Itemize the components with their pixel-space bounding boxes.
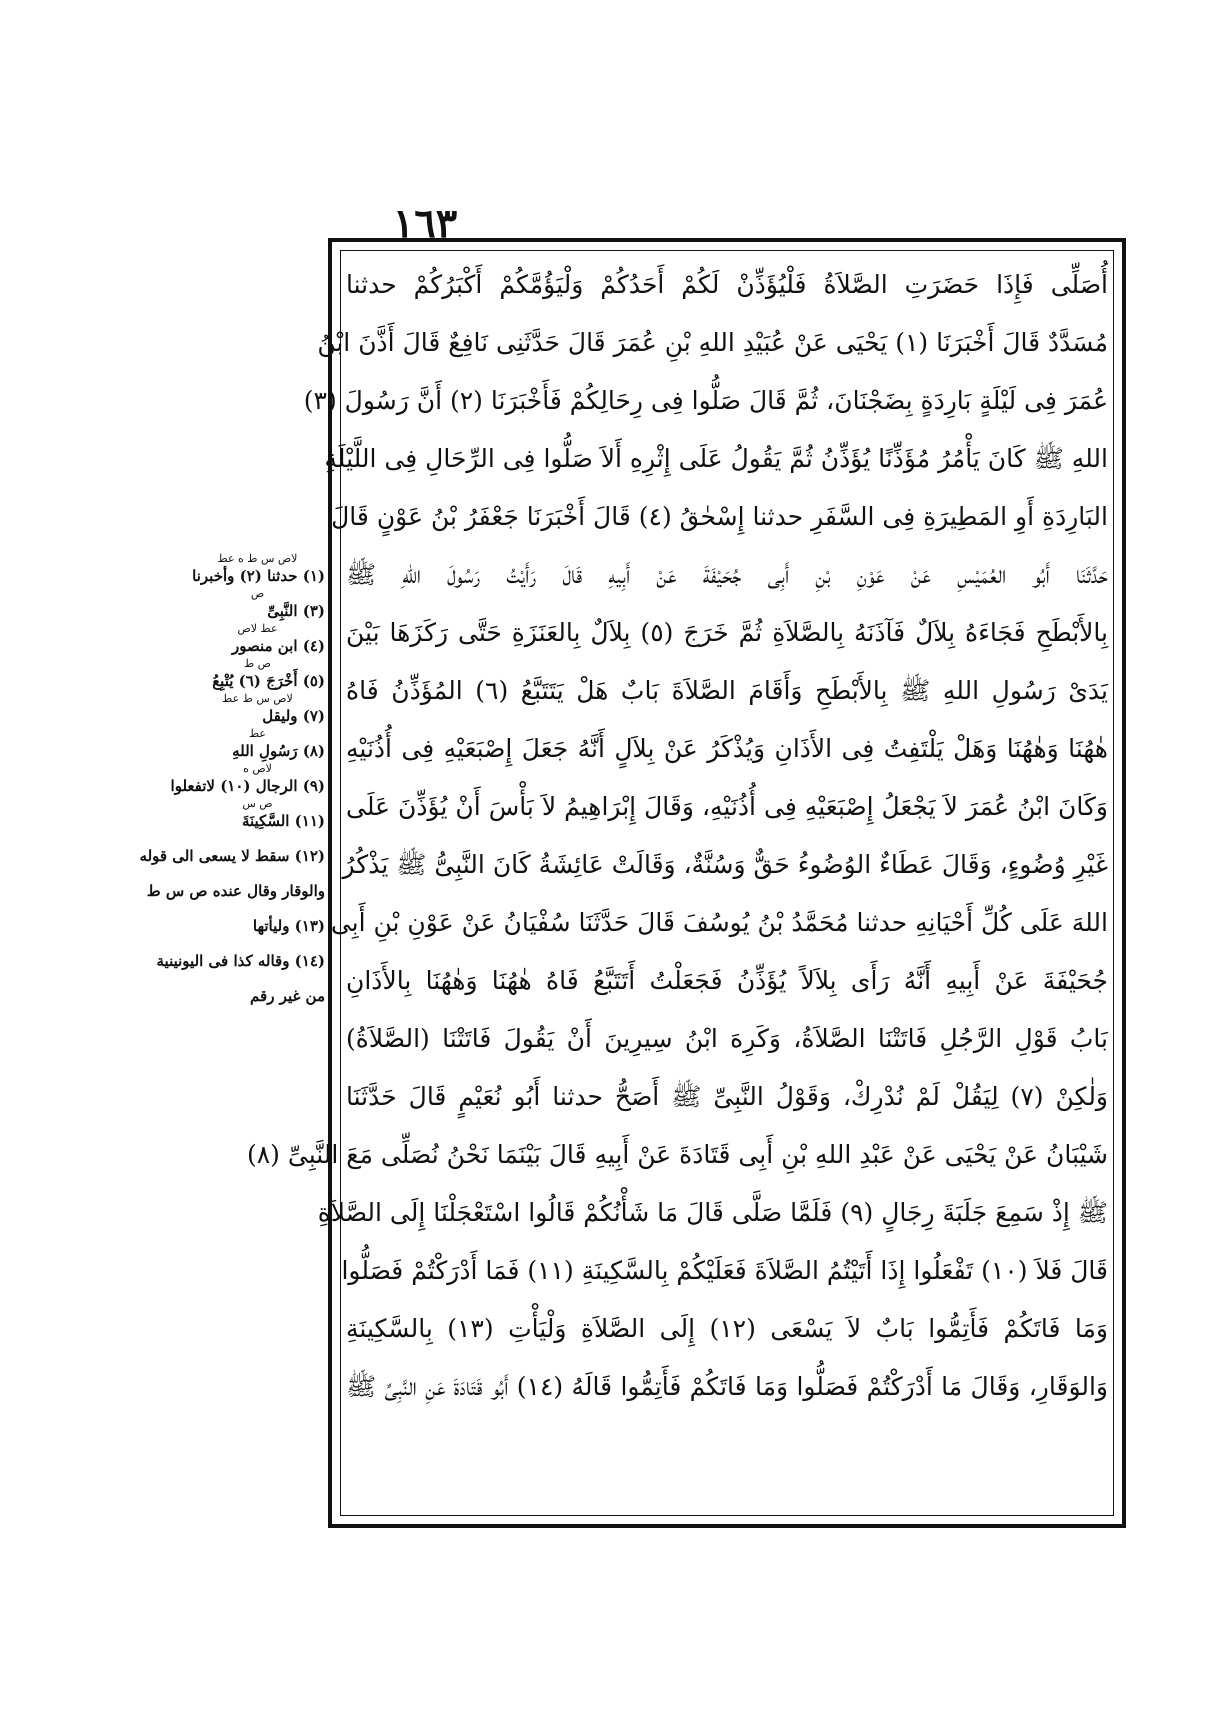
margin-note-text: (٩) الرجال (١٠) لاتفعلوا [170, 777, 325, 795]
page-number: ١٦٣ [392, 200, 458, 247]
margin-note-sigla [150, 937, 325, 950]
margin-note-sigla [150, 902, 325, 915]
margin-note [150, 622, 325, 657]
margin-note-text: من غير رقم [250, 987, 325, 1005]
text-line: يَدَىْ رَسُولِ اللهِ ﷺ بِالأَبْطَحِ وَأَقَامَ الصَّلاَةَ بَابٌ هَلْ يَتَتَبَّعُ (٦) المُؤَذِّنُ فَاهُ [346, 676, 1108, 705]
margin-note [150, 762, 325, 797]
margin-note [150, 657, 325, 692]
text-line: بِالأَبْطَحِ فَجَاءَهُ بِلاَلٌ فَآذَنَهُ بِالصَّلاَةِ ثُمَّ خَرَجَ (٥) بِلاَلٌ بِالعَنَزَةِ حَتَّى رَكَزَهَا بَيْنَ [346, 618, 1108, 647]
text-line: أُصَلِّى فَإِذَا حَضَرَتِ الصَّلاَةُ فَلْيُؤَذِّنْ لَكُمْ أَحَدُكُمْ وَلْيَؤُمَّكُمْ أَكْبَرُكُمْ حدثنا [346, 270, 1108, 299]
margin-note [150, 797, 325, 832]
margin-note-text: (٥) أَخْرَجَ (٦) يُتْبِعُ [212, 672, 325, 690]
margin-note [150, 902, 325, 937]
margin-note-sigla: ص [250, 587, 265, 600]
margin-note-text: والوقار وقال عنده ص س ط [146, 882, 325, 900]
text-line: البَارِدَةِ أَوِ المَطِيرَةِ فِى السَّفَرِ حدثنا إِسْحٰقُ (٤) قَالَ أَخْبَرَنَا جَعْفَرُ بْنُ عَوْنٍ قَالَ [331, 502, 1108, 531]
margin-note-text: (١٤) وقاله كذا فى اليونينية [156, 952, 325, 970]
margin-note [150, 692, 325, 727]
margin-note [146, 867, 325, 902]
margin-note-sigla: لاص س ط عط [222, 692, 293, 705]
margin-note-sigla [150, 972, 325, 985]
margin-note-sigla [150, 867, 325, 880]
margin-note [150, 727, 325, 762]
margin-note-sigla: عط [248, 727, 266, 740]
text-line: وَمَا فَاتَكُمْ فَأَتِمُّوا بَابٌ لاَ يَسْعَى (١٢) إِلَى الصَّلاَةِ وَلْيَأْتِ (١٣) بِالسَّكِينَةِ [346, 1314, 1108, 1343]
text-line: عُمَرَ فِى لَيْلَةٍ بَارِدَةٍ بِضَجْنَانَ، ثُمَّ قَالَ صَلُّوا فِى رِحَالِكُمْ فَأَخْبَرَنَا (٢) أَنَّ رَسُولَ (٣) [303, 386, 1108, 415]
text-line: ﷺ إِذْ سَمِعَ جَلَبَةَ رِجَالٍ (٩) فَلَمَّا صَلَّى قَالَ مَا شَأْنُكُمْ قَالُوا اسْتَعْجَلْنَا إِلَى الصَّلاَةِ [317, 1198, 1108, 1227]
margin-note-text: (١١) السَّكِينَةَ [241, 812, 325, 830]
margin-note-text: (٣) النَّبِىِّ [267, 602, 325, 620]
text-line: مُسَدَّدٌ قَالَ أَخْبَرَنَا (١) يَحْيَى عَنْ عُبَيْدِ اللهِ بْنِ عُمَرَ قَالَ حَدَّثَنِى نَافِعٌ قَالَ أَذَّنَ ابْنُ [317, 328, 1108, 357]
margin-note-sigla: عط لاص [237, 622, 278, 635]
text-line: وَكَانَ ابْنُ عُمَرَ لاَ يَجْعَلُ إِصْبَعَيْهِ فِى أُذُنَيْهِ، وَقَالَ إِبْرَاهِيمُ لاَ بَأْسَ أَنْ يُؤَذِّنَ عَلَى [346, 792, 1108, 821]
text-line: بَابُ قَوْلِ الرَّجُلِ فَاتَتْنَا الصَّلاَةُ، وَكَرِهَ ابْنُ سِيرِينَ أَنْ يَقُولَ فَاتَتْنَا (الصَّلاَةُ) [346, 1024, 1108, 1053]
text-line: اللهَ عَلَى كُلِّ أَحْيَانِهِ حدثنا مُحَمَّدُ بْنُ يُوسُفَ قَالَ حَدَّثَنَا سُفْيَانُ عَنْ عَوْنِ بْنِ أَبِى [330, 908, 1108, 937]
margin-note-text: (٧) وليقل [262, 707, 325, 725]
margin-note [150, 972, 325, 1007]
margin-note-text: (٤) ابن منصور [231, 637, 325, 655]
text-line: حَدَّثَنَا أَبُو العُمَيْسِ عَنْ عَوْنِ بْنِ أَبِى جُحَيْفَةَ عَنْ أَبِيهِ قَالَ رَأَيْتُ رَسُولَ اللهِ ﷺ [346, 560, 1108, 589]
margin-note [150, 552, 325, 587]
margin-note-sigla: لاص س ط ه عط [217, 552, 298, 565]
margin-note [139, 832, 325, 867]
margin-note-sigla: لاص ه [243, 762, 272, 775]
margin-note-sigla: ص ط [244, 657, 271, 670]
text-line: وَلٰكِنْ (٧) لِيَقُلْ لَمْ نُدْرِكْ، وَقَوْلُ النَّبِىِّ ﷺ أَصَحُّ حدثنا أَبُو نُعَيْمٍ قَالَ حَدَّثَنَا [346, 1082, 1109, 1111]
text-line: وَالوَقَارِ، وَقَالَ مَا أَدْرَكْتُمْ فَصَلُّوا وَمَا فَاتَكُمْ فَأَتِمُّوا قَالَهُ (١٤) أَبُو قَتَادَةَ عَنِ النَّبِىِّ ﷺ [346, 1372, 1108, 1401]
margin-note-sigla [150, 832, 325, 845]
margin-note-text: (٨) رَسُولِ اللهِ [232, 742, 325, 760]
margin-note-text: (١٣) وليأتها [252, 917, 325, 935]
text-line: شَيْبَانُ عَنْ يَحْيَى عَنْ عَبْدِ اللهِ بْنِ أَبِى قَتَادَةَ عَنْ أَبِيهِ قَالَ بَيْنَمَا نَحْنُ نُصَلِّى مَعَ النَّبِىِّ (٨) [246, 1140, 1108, 1169]
text-line: اللهِ ﷺ كَانَ يَأْمُرُ مُؤَذِّنًا يُؤَذِّنُ ثُمَّ يَقُولُ عَلَى إِثْرِهِ أَلاَ صَلُّوا فِى الرِّحَالِ فِى اللَّيْلَةِ [324, 444, 1108, 473]
text-line: غَيْرِ وُضُوءٍ، وَقَالَ عَطَاءٌ الوُضُوءُ حَقٌّ وَسُنَّةٌ، وَقَالَتْ عَائِشَةُ كَانَ النَّبِىُّ ﷺ يَذْكُرُ [342, 850, 1108, 879]
margin-note-sigla: ص س [242, 797, 273, 810]
margin-note [150, 587, 325, 622]
text-line: قَالَ فَلاَ (١٠) تَفْعَلُوا إِذَا أَتَيْتُمُ الصَّلاَةَ فَعَلَيْكُمْ بِالسَّكِينَةِ (١١) فَمَا أَدْرَكْتُمْ فَصَلُّوا [341, 1256, 1108, 1285]
margin-note-text: (١٢) سقط لا يسعى الى قوله [139, 847, 325, 865]
margin-note [150, 937, 325, 972]
text-line: جُحَيْفَةَ عَنْ أَبِيهِ أَنَّهُ رَأَى بِلاَلاً يُؤَذِّنُ فَجَعَلْتُ أَتَتَبَّعُ فَاهُ هٰهُنَا وَهٰهُنَا بِالأَذَانِ [346, 966, 1108, 995]
margin-notes [139, 552, 325, 1007]
text-line: هٰهُنَا وَهٰهُنَا وَهَلْ يَلْتَفِتُ فِى الأَذَانِ وَيُذْكَرُ عَنْ بِلاَلٍ أَنَّهُ جَعَلَ إِصْبَعَيْهِ فِى أُذُنَيْهِ [346, 734, 1108, 763]
margin-note-text: (١) حدثنا (٢) وأخبرنا [192, 567, 325, 585]
